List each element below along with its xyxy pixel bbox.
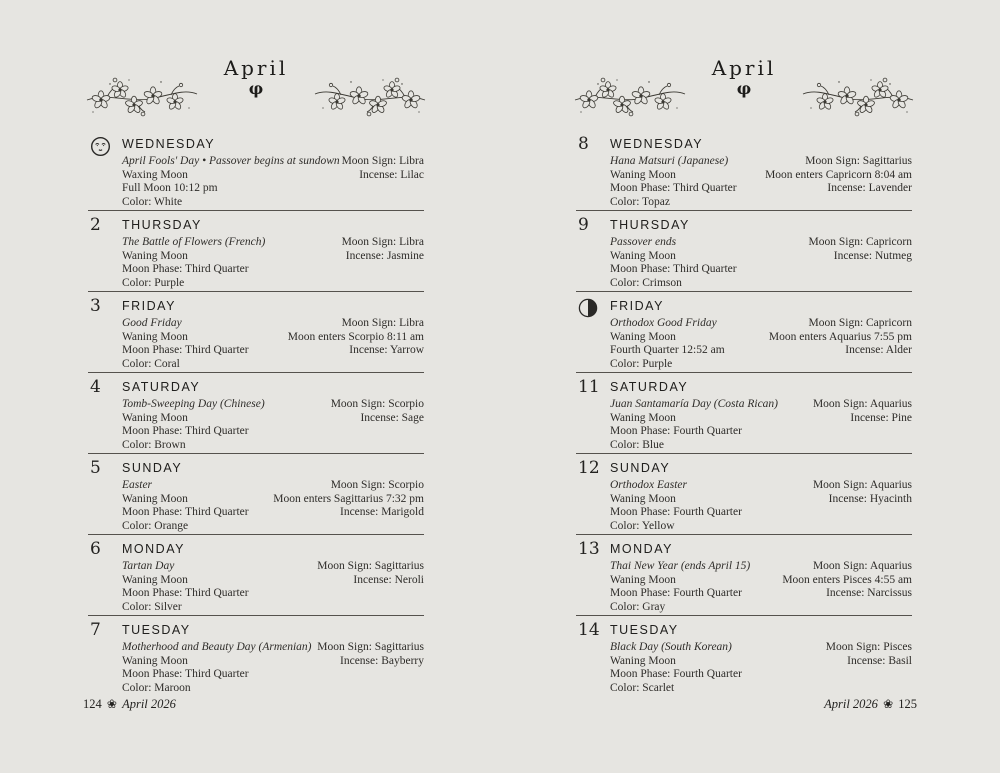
astro-line: Incense: Alder bbox=[845, 344, 912, 357]
day-entry bbox=[576, 211, 912, 292]
flower-icon: ❀ bbox=[883, 697, 894, 711]
astro-column bbox=[342, 236, 424, 263]
moon-status: Waning Moon bbox=[610, 411, 676, 424]
day-number: 2 bbox=[90, 215, 101, 235]
day-entry bbox=[88, 292, 424, 373]
holiday-label: Tomb-Sweeping Day (Chinese) bbox=[122, 398, 265, 410]
astro-line: Moon enters Sagittarius 7:32 pm bbox=[273, 492, 424, 505]
moon-status: Waning Moon bbox=[610, 492, 676, 505]
astro-line: Moon enters Aquarius 7:55 pm bbox=[768, 330, 912, 343]
almanac-page-right bbox=[576, 0, 917, 773]
astro-line: Incense: Hyacinth bbox=[828, 492, 912, 505]
blossom-branch-illustration bbox=[801, 70, 915, 122]
moon-sign: Moon Sign: Sagittarius bbox=[317, 560, 424, 572]
color-of-day: Color: Scarlet bbox=[610, 681, 675, 694]
day-entry bbox=[88, 454, 424, 535]
moon-sign: Moon Sign: Scorpio bbox=[330, 479, 424, 491]
moon-status: Waning Moon bbox=[122, 492, 188, 505]
astro-column bbox=[317, 641, 424, 668]
weekday-label: WEDNESDAY bbox=[122, 137, 216, 151]
weekday-label: FRIDAY bbox=[122, 299, 176, 313]
color-of-day: Color: Silver bbox=[122, 600, 182, 613]
color-of-day: Color: Purple bbox=[122, 276, 185, 289]
day-entry bbox=[576, 292, 912, 373]
weekday-label: SUNDAY bbox=[610, 461, 671, 475]
color-of-day: Color: White bbox=[122, 195, 183, 208]
holiday-label: Orthodox Easter bbox=[610, 479, 687, 491]
astro-line: Incense: Nutmeg bbox=[833, 249, 912, 262]
astro-column bbox=[782, 560, 912, 601]
holiday-label: Good Friday bbox=[122, 317, 182, 329]
holiday-label: The Battle of Flowers (French) bbox=[122, 236, 266, 248]
moon-phase: Moon Phase: Third Quarter bbox=[122, 668, 249, 681]
moon-sign: Moon Sign: Aquarius bbox=[812, 398, 912, 410]
weekday-label: MONDAY bbox=[610, 542, 673, 556]
color-of-day: Color: Orange bbox=[122, 519, 189, 532]
page-footer bbox=[824, 697, 917, 712]
holiday-label: Passover ends bbox=[610, 236, 677, 248]
holiday-label: Juan Santamaría Day (Costa Rican) bbox=[610, 398, 779, 410]
weekday-label: MONDAY bbox=[122, 542, 185, 556]
day-entry bbox=[88, 130, 424, 211]
astro-line: Moon enters Capricorn 8:04 am bbox=[765, 168, 912, 181]
astro-line: Incense: Sage bbox=[360, 411, 424, 424]
moon-phase: Full Moon 10:12 pm bbox=[122, 182, 218, 195]
moon-status: Waning Moon bbox=[122, 654, 188, 667]
footer-month-label: April 2026 bbox=[122, 697, 176, 711]
moon-sign: Moon Sign: Capricorn bbox=[808, 236, 912, 248]
day-number: 11 bbox=[578, 377, 600, 397]
astro-column bbox=[813, 479, 912, 506]
day-number: 8 bbox=[578, 134, 589, 154]
moon-sign: Moon Sign: Pisces bbox=[825, 641, 912, 653]
moon-sign: Moon Sign: Sagittarius bbox=[317, 641, 424, 653]
astro-column bbox=[317, 560, 424, 587]
weekday-label: THURSDAY bbox=[610, 218, 690, 232]
moon-phase: Moon Phase: Third Quarter bbox=[122, 506, 249, 519]
moon-status: Waning Moon bbox=[610, 168, 676, 181]
footer-month-label: April 2026 bbox=[824, 697, 878, 711]
moon-status: Waning Moon bbox=[122, 411, 188, 424]
day-entry bbox=[88, 211, 424, 292]
color-of-day: Color: Coral bbox=[122, 357, 180, 370]
day-number: 14 bbox=[578, 620, 600, 640]
day-number: 3 bbox=[90, 296, 101, 316]
weekday-label: SUNDAY bbox=[122, 461, 183, 475]
holiday-label: Tartan Day bbox=[122, 560, 175, 572]
aries-symbol: φ bbox=[736, 79, 752, 98]
day-number: 4 bbox=[90, 377, 101, 397]
page-header bbox=[88, 56, 424, 128]
moon-phase: Moon Phase: Third Quarter bbox=[122, 425, 249, 438]
aries-symbol: φ bbox=[248, 79, 264, 98]
day-entry bbox=[576, 454, 912, 535]
moon-status: Waning Moon bbox=[610, 249, 676, 262]
day-number: 5 bbox=[90, 458, 101, 478]
blossom-branch-illustration bbox=[313, 70, 427, 122]
holiday-label: April Fools' Day • Passover begins at sundown bbox=[122, 155, 340, 167]
moon-status: Waning Moon bbox=[122, 249, 188, 262]
moon-sign: Moon Sign: Aquarius bbox=[812, 560, 912, 572]
page-title: April bbox=[711, 56, 777, 80]
moon-sign: Moon Sign: Libra bbox=[341, 317, 424, 329]
astro-column bbox=[331, 398, 424, 425]
color-of-day: Color: Brown bbox=[122, 438, 186, 451]
color-of-day: Color: Topaz bbox=[610, 195, 670, 208]
weekday-label: SATURDAY bbox=[610, 380, 689, 394]
astro-line: Incense: Basil bbox=[847, 654, 912, 667]
astro-column bbox=[809, 236, 913, 263]
moon-phase: Moon Phase: Fourth Quarter bbox=[610, 425, 742, 438]
moon-sign: Moon Sign: Aquarius bbox=[812, 479, 912, 491]
page-footer bbox=[83, 697, 176, 712]
astro-line: Moon enters Scorpio 8:11 am bbox=[287, 330, 424, 343]
day-number: 13 bbox=[578, 539, 600, 559]
blossom-branch-illustration bbox=[85, 70, 199, 122]
blossom-branch-illustration bbox=[573, 70, 687, 122]
moon-sign: Moon Sign: Scorpio bbox=[330, 398, 424, 410]
day-entry bbox=[576, 130, 912, 211]
moon-phase: Moon Phase: Third Quarter bbox=[610, 182, 737, 195]
astro-line: Incense: Pine bbox=[850, 411, 912, 424]
moon-status: Waning Moon bbox=[610, 654, 676, 667]
color-of-day: Color: Yellow bbox=[610, 519, 675, 532]
moon-phase: Moon Phase: Fourth Quarter bbox=[610, 587, 742, 600]
day-marker bbox=[578, 298, 606, 322]
astro-line: Incense: Narcissus bbox=[826, 587, 912, 600]
moon-phase: Moon Phase: Third Quarter bbox=[610, 263, 737, 276]
page-header bbox=[576, 56, 912, 128]
day-number: 7 bbox=[90, 620, 101, 640]
astro-column bbox=[765, 155, 912, 196]
moon-status: Waning Moon bbox=[122, 573, 188, 586]
moon-status: Waning Moon bbox=[610, 573, 676, 586]
holiday-label: Hana Matsuri (Japanese) bbox=[610, 155, 729, 167]
holiday-label: Motherhood and Beauty Day (Armenian) bbox=[122, 641, 312, 653]
astro-line: Incense: Bayberry bbox=[340, 654, 424, 667]
moon-status: Waxing Moon bbox=[122, 168, 188, 181]
day-marker bbox=[90, 136, 118, 161]
weekday-label: WEDNESDAY bbox=[610, 137, 704, 151]
day-entry bbox=[88, 373, 424, 454]
moon-phase: Moon Phase: Third Quarter bbox=[122, 263, 249, 276]
holiday-label: Black Day (South Korean) bbox=[610, 641, 732, 653]
day-entry bbox=[576, 535, 912, 616]
weekday-label: TUESDAY bbox=[122, 623, 191, 637]
moon-phase: Moon Phase: Fourth Quarter bbox=[610, 506, 742, 519]
holiday-label: Orthodox Good Friday bbox=[610, 317, 717, 329]
moon-sign: Moon Sign: Capricorn bbox=[808, 317, 912, 329]
moon-phase: Moon Phase: Third Quarter bbox=[122, 344, 249, 357]
moon-sign: Moon Sign: Sagittarius bbox=[805, 155, 912, 167]
almanac-page-left bbox=[83, 0, 424, 773]
last-quarter-moon-icon bbox=[578, 298, 598, 318]
moon-phase: Fourth Quarter 12:52 am bbox=[610, 344, 725, 357]
page-title: April bbox=[223, 56, 289, 80]
astro-line: Incense: Lavender bbox=[827, 182, 912, 195]
astro-column bbox=[273, 479, 424, 520]
moon-sign: Moon Sign: Libra bbox=[341, 155, 424, 167]
astro-column bbox=[769, 317, 912, 358]
astro-line: Incense: Lilac bbox=[359, 168, 424, 181]
day-entry bbox=[576, 616, 912, 697]
flower-icon: ❀ bbox=[106, 697, 117, 711]
day-number: 6 bbox=[90, 539, 101, 559]
weekday-label: THURSDAY bbox=[122, 218, 202, 232]
day-entry bbox=[88, 616, 424, 697]
day-number: 12 bbox=[578, 458, 600, 478]
page-number: 124 bbox=[83, 697, 102, 711]
day-entries bbox=[88, 130, 424, 697]
astro-line: Moon enters Pisces 4:55 am bbox=[782, 573, 912, 586]
moon-sign: Moon Sign: Libra bbox=[341, 236, 424, 248]
color-of-day: Color: Blue bbox=[610, 438, 664, 451]
full-moon-face-icon bbox=[90, 136, 111, 157]
day-entries bbox=[576, 130, 912, 697]
astro-column bbox=[813, 398, 912, 425]
holiday-label: Thai New Year (ends April 15) bbox=[610, 560, 751, 572]
page-number: 125 bbox=[898, 697, 917, 711]
moon-phase: Moon Phase: Fourth Quarter bbox=[610, 668, 742, 681]
holiday-label: Easter bbox=[122, 479, 153, 491]
astro-line: Incense: Neroli bbox=[353, 573, 424, 586]
weekday-label: TUESDAY bbox=[610, 623, 679, 637]
astro-line: Incense: Marigold bbox=[340, 506, 424, 519]
moon-status: Waning Moon bbox=[122, 330, 188, 343]
moon-phase: Moon Phase: Third Quarter bbox=[122, 587, 249, 600]
weekday-label: SATURDAY bbox=[122, 380, 201, 394]
moon-status: Waning Moon bbox=[610, 330, 676, 343]
day-number: 9 bbox=[578, 215, 589, 235]
astro-column bbox=[288, 317, 424, 358]
color-of-day: Color: Crimson bbox=[610, 276, 682, 289]
day-entry bbox=[88, 535, 424, 616]
astro-column bbox=[342, 155, 424, 182]
day-entry bbox=[576, 373, 912, 454]
color-of-day: Color: Purple bbox=[610, 357, 673, 370]
astro-column bbox=[826, 641, 912, 668]
astro-line: Incense: Jasmine bbox=[345, 249, 424, 262]
astro-line: Incense: Yarrow bbox=[349, 344, 424, 357]
color-of-day: Color: Gray bbox=[610, 600, 666, 613]
color-of-day: Color: Maroon bbox=[122, 681, 191, 694]
weekday-label: FRIDAY bbox=[610, 299, 664, 313]
